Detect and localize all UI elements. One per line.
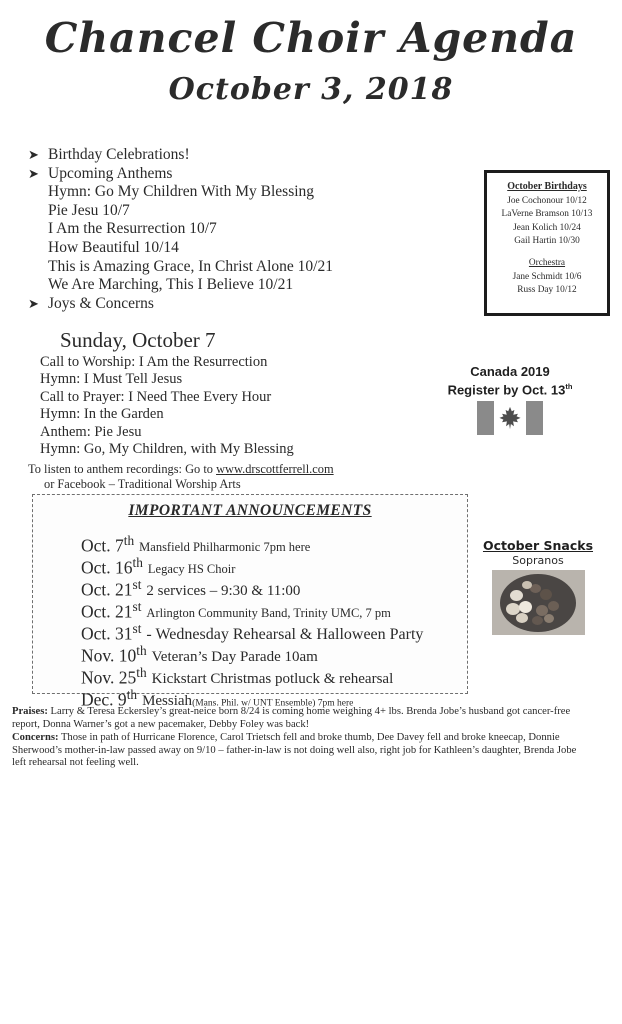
food-item <box>510 590 523 601</box>
arrow-bullet-icon: ➤ <box>28 165 39 181</box>
agenda-list <box>28 146 388 313</box>
important-announcements-box <box>32 494 468 710</box>
announcement-row <box>81 618 467 644</box>
announcement-date: Oct. 7 <box>81 535 124 556</box>
service-item: Hymn: In the Garden <box>40 406 164 423</box>
food-item <box>522 581 532 589</box>
announcement-text: - Wednesday Rehearsal & Halloween Party <box>146 626 424 644</box>
praises-concerns-section <box>12 706 592 771</box>
service-heading: Sunday, October 7 <box>60 328 216 352</box>
agenda-item-label: Upcoming Anthems <box>48 164 173 182</box>
announcement-row <box>81 684 467 710</box>
announcement-row <box>81 552 467 578</box>
flag-center-panel <box>494 401 526 435</box>
announcement-text: Arlington Community Band, Trinity UMC, 7 pm <box>146 606 391 621</box>
ordinal-suffix: st <box>132 621 142 636</box>
food-item <box>544 614 554 623</box>
agenda-item-joys-concerns <box>28 295 388 314</box>
praises-label: Praises: <box>12 706 48 717</box>
announcement-date: Nov. 25 <box>81 667 137 688</box>
food-item <box>548 601 559 611</box>
anthem-row: How Beautiful 10/14 <box>48 238 179 256</box>
october-snacks-section <box>478 538 598 635</box>
announcement-date: Nov. 10 <box>81 645 137 666</box>
snacks-heading: October Snacks <box>482 538 594 553</box>
october-birthdays-box <box>484 170 610 316</box>
announcement-text: Messiah <box>142 693 193 710</box>
announcement-row <box>81 596 467 622</box>
canada-notice <box>430 364 590 435</box>
birthdays-heading: October Birthdays <box>507 181 587 192</box>
praises-paragraph <box>12 706 592 731</box>
agenda-item-label: Joys & Concerns <box>48 294 154 312</box>
concerns-text: Those in path of Hurricane Florence, Carol Trietsch fell and broke thumb, Dee Davey fell and broke kneecap, Donnie Sherwood’s mother-in-law passed away on 9/10 – father-in-law is not doing well also, right job for Kathleen’s daughter, Brenda Jobe left rehearsal not feeling well. <box>12 732 577 769</box>
orchestra-entry: Russ Day 10/12 <box>517 285 577 296</box>
agenda-item-birthdays <box>28 146 388 165</box>
birthday-entry: LaVerne Bramson 10/13 <box>501 209 593 220</box>
birthday-entry: Gail Hartin 10/30 <box>514 235 580 246</box>
canada-register-label <box>430 379 590 397</box>
ordinal-suffix: th <box>132 555 143 570</box>
orchestra-heading: Orchestra <box>528 258 566 269</box>
ordinal-suffix: st <box>132 577 142 592</box>
ordinal-suffix: st <box>132 599 142 614</box>
concerns-label: Concerns: <box>12 732 59 744</box>
anthem-row: I Am the Resurrection 10/7 <box>48 220 217 238</box>
service-item: Hymn: I Must Tell Jesus <box>40 371 183 388</box>
announcement-text: Mansfield Philharmonic 7pm here <box>139 540 311 555</box>
service-item: Call to Prayer: I Need Thee Every Hour <box>40 388 272 405</box>
recordings-alt-line: or Facebook – Traditional Worship Arts <box>44 477 241 491</box>
announcement-row <box>81 530 467 556</box>
agenda-item-anthems <box>28 165 388 184</box>
ordinal-suffix: th <box>565 382 573 391</box>
recordings-text: To listen to anthem recordings: Go to <box>28 462 217 476</box>
announcement-text: Veteran’s Day Parade 10am <box>151 649 318 666</box>
service-item: Hymn: Go, My Children, with My Blessing <box>40 441 294 458</box>
ordinal-suffix: th <box>126 687 138 702</box>
announcement-date: Oct. 21 <box>81 579 133 600</box>
canada-year-label: Canada 2019 <box>470 364 550 379</box>
anthem-row: This is Amazing Grace, In Christ Alone 10/21 <box>48 257 333 275</box>
page-subtitle-date: October 3, 2018 <box>168 72 454 107</box>
recordings-note <box>28 462 334 492</box>
anthem-row: Hymn: Go My Children With My Blessing <box>48 183 315 201</box>
website-link[interactable]: www.drscottferrell.com <box>216 462 334 476</box>
canada-register-text: Register by Oct. 13 <box>447 382 566 398</box>
announcement-row <box>81 640 467 666</box>
birthday-entry: Joe Cochonour 10/12 <box>507 196 587 207</box>
page-title: Chancel Choir Agenda <box>44 14 578 62</box>
announcement-row <box>81 574 467 600</box>
service-order-list <box>40 354 294 458</box>
recordings-line <box>28 462 334 477</box>
ordinal-suffix: th <box>136 643 147 658</box>
concerns-paragraph <box>12 732 592 770</box>
announcement-text: Kickstart Christmas potluck & rehearsal <box>151 671 394 688</box>
canada-flag-icon <box>477 401 543 435</box>
announcement-date: Oct. 21 <box>81 601 133 622</box>
food-item <box>519 601 532 613</box>
arrow-bullet-icon: ➤ <box>28 295 39 311</box>
praises-text: Larry & Teresa Eckersley’s great-neice born 8/24 is coming home weighing 4+ lbs. Brenda Jobe’s husband got cancer-free report, Donna Warner’s got a new pacemaker, Debby Foley was back! <box>12 706 571 730</box>
announcement-date: Oct. 31 <box>81 623 133 644</box>
announcement-date: Oct. 16 <box>81 557 133 578</box>
orchestra-entry: Jane Schmidt 10/6 <box>512 272 582 283</box>
announcement-detail: (Mans. Phil. w/ UNT Ensemble) 7pm here <box>192 698 354 709</box>
arrow-bullet-icon: ➤ <box>28 147 39 162</box>
service-item: Call to Worship: I Am the Resurrection <box>40 354 268 370</box>
snack-platter-photo <box>492 570 585 635</box>
announcement-date: Dec. 9 <box>81 689 127 710</box>
ordinal-suffix: th <box>123 533 135 548</box>
snacks-group-label: Sopranos <box>512 554 564 567</box>
flag-right-bar <box>526 401 543 435</box>
announcements-list <box>33 530 467 710</box>
birthday-entry: Jean Kolich 10/24 <box>513 222 581 233</box>
food-item <box>532 616 543 625</box>
announcement-text: 2 services – 9:30 & 11:00 <box>146 583 301 600</box>
flag-left-bar <box>477 401 494 435</box>
anthem-row: Pie Jesu 10/7 <box>48 201 130 219</box>
announcement-row <box>81 662 467 688</box>
anthem-row: We Are Marching, This I Believe 10/21 <box>48 276 294 294</box>
ordinal-suffix: th <box>136 665 147 680</box>
announcements-heading: IMPORTANT ANNOUNCEMENTS <box>128 502 372 519</box>
service-item: Anthem: Pie Jesu <box>40 423 142 440</box>
maple-leaf-icon <box>499 406 521 430</box>
announcement-text: Legacy HS Choir <box>147 562 236 577</box>
agenda-item-label: Birthday Celebrations! <box>48 146 190 163</box>
food-item <box>540 589 552 600</box>
food-item <box>516 613 528 623</box>
